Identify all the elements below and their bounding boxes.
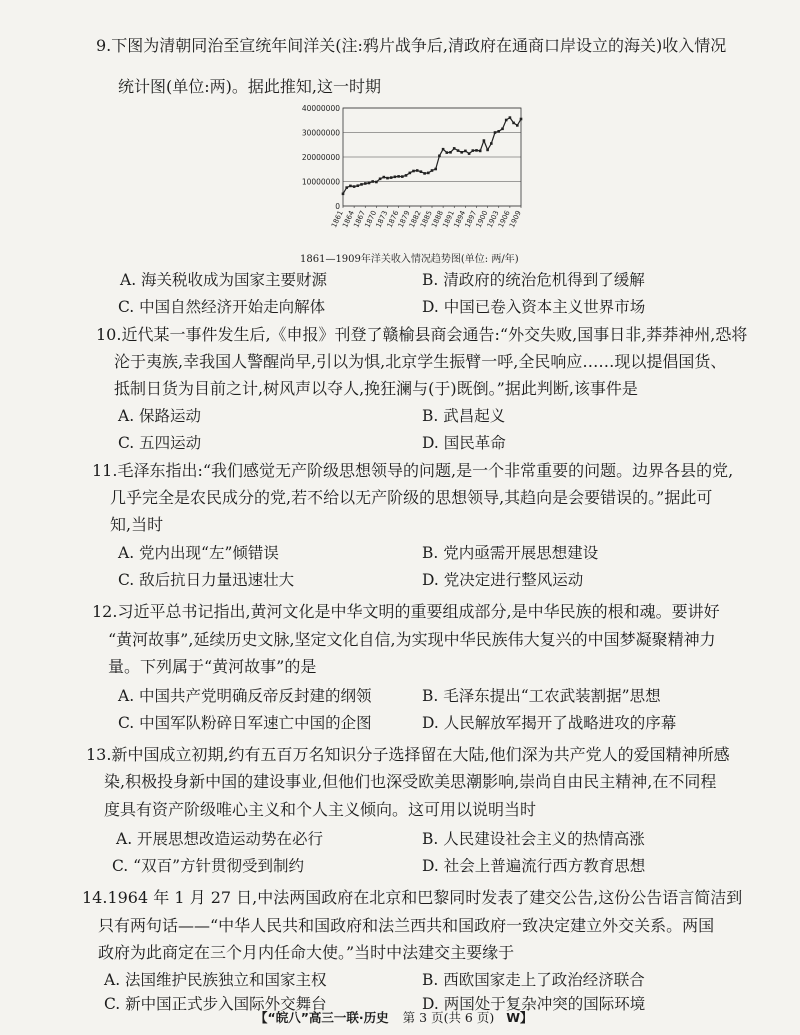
data-point — [345, 186, 348, 189]
q13-option-a[interactable]: A. 开展思想改造运动势在必行 — [116, 830, 324, 848]
x-tick-label: 1888 — [430, 209, 445, 230]
data-point — [357, 184, 360, 187]
q12-stem-line3: 量。下列属于“黄河故事”的是 — [108, 657, 317, 676]
q10-stem-line3: 抵制日货为目前之计,树风声以夺人,挽狂澜与(于)既倒。”据此判断,该事件是 — [114, 379, 638, 398]
q12-stem-line1: 12.习近平总书记指出,黄河文化是中华文明的重要组成部分,是中华民族的根和魂。要讲好 — [92, 602, 720, 621]
q10-option-b[interactable]: B. 武昌起义 — [422, 407, 506, 425]
data-point — [412, 170, 415, 173]
q13-stem-line1: 13.新中国成立初期,约有五百万名知识分子选择留在大陆,他们深为共产党人的爱国精神所感 — [86, 745, 730, 764]
x-tick-label: 1876 — [385, 209, 401, 230]
data-point — [364, 182, 367, 185]
data-point — [505, 119, 508, 122]
x-tick-label: 1903 — [485, 209, 501, 230]
data-point — [401, 175, 404, 178]
data-point — [442, 148, 445, 151]
data-point — [434, 168, 437, 171]
q9-option-d[interactable]: D. 中国已卷入资本主义世界市场 — [422, 298, 646, 316]
x-tick-label: 1900 — [474, 209, 490, 230]
q12-option-a[interactable]: A. 中国共产党明确反帝反封建的纲领 — [118, 687, 372, 705]
data-point — [494, 131, 497, 134]
q10-option-c[interactable]: C. 五四运动 — [118, 434, 202, 452]
data-point — [497, 130, 500, 133]
q12-option-b[interactable]: B. 毛泽东提出“工农武装割据”思想 — [422, 687, 661, 705]
customs-revenue-chart — [295, 102, 525, 242]
q12-option-c[interactable]: C. 中国军队粉碎日军速亡中国的企图 — [118, 714, 372, 732]
x-tick-label: 1879 — [396, 209, 412, 230]
q10-option-a[interactable]: A. 保路运动 — [118, 407, 202, 425]
x-tick-label: 1891 — [441, 209, 457, 230]
q14-option-a[interactable]: A. 法国维护民族独立和国家主权 — [104, 971, 327, 989]
q9-stem-line1: 9.下图为清朝同治至宣统年间洋关(注:鸦片战争后,清政府在通商口岸设立的海关)收入情况 — [96, 36, 727, 55]
data-point — [375, 181, 378, 184]
q14-option-b[interactable]: B. 西欧国家走上了政治经济联合 — [422, 971, 645, 989]
data-point — [416, 169, 419, 172]
q9-stem-line2: 统计图(单位:两)。据此推知,这一时期 — [118, 77, 381, 96]
y-tick-label: 0 — [335, 202, 340, 211]
q12-option-d[interactable]: D. 人民解放军揭开了战略进攻的序幕 — [422, 714, 677, 732]
data-point — [449, 151, 452, 154]
data-point — [479, 150, 482, 153]
data-point — [509, 116, 512, 119]
data-point — [453, 147, 456, 150]
q13-option-d[interactable]: D. 社会上普遍流行西方教育思想 — [422, 857, 646, 875]
data-point — [353, 185, 356, 188]
data-point — [457, 149, 460, 152]
data-point — [379, 178, 382, 181]
q12-stem-line2: “黄河故事”,延续历史文脉,坚定文化自信,为实现中华民族伟大复兴的中国梦凝聚精神力 — [108, 630, 716, 649]
data-point — [397, 175, 400, 178]
q14-stem-line3: 政府为此商定在三个月内任命大使。”当时中法建交主要缘于 — [98, 943, 515, 962]
x-tick-label: 1885 — [419, 209, 434, 230]
q9-option-b[interactable]: B. 清政府的统治危机得到了缓解 — [422, 271, 645, 289]
data-point — [394, 176, 397, 179]
x-tick-label: 1909 — [508, 209, 523, 230]
data-point — [386, 177, 389, 180]
x-tick-label: 1873 — [374, 209, 390, 230]
data-point — [431, 169, 434, 172]
q11-stem-line3: 知,当时 — [110, 515, 164, 534]
q13-stem-line2: 染,积极投身新中国的建设事业,但他们也深受欧美思潮影响,崇尚自由民主精神,在不同程 — [104, 772, 717, 791]
q10-stem-line1: 10.近代某一事件发生后,《申报》刊登了赣榆县商会通告:“外交失败,国事日非,莽莽神州,恐将 — [96, 325, 748, 344]
data-point — [438, 155, 441, 158]
q14-stem-line2: 只有两句话——“中华人民共和国政府和法兰西共和国政府一致决定建立外交关系。两国 — [98, 916, 715, 935]
data-point — [464, 150, 467, 153]
q11-stem-line1: 11.毛泽东指出:“我们感觉无产阶级思想领导的问题,是一个非常重要的问题。边界各县的党, — [92, 461, 734, 480]
data-point — [420, 170, 423, 173]
x-tick-label: 1867 — [352, 209, 368, 230]
y-tick-label: 10000000 — [301, 177, 340, 187]
data-point — [486, 149, 489, 152]
data-point — [368, 182, 371, 185]
data-point — [423, 172, 426, 175]
x-tick-label: 1861 — [330, 209, 345, 230]
data-point — [512, 122, 515, 125]
data-point — [342, 193, 345, 196]
data-point — [460, 151, 463, 154]
data-point — [390, 176, 393, 179]
page-footer — [255, 1008, 533, 1026]
q11-option-c[interactable]: C. 敌后抗日力量迅速壮大 — [118, 571, 295, 589]
data-point — [516, 124, 519, 127]
y-tick-label: 30000000 — [301, 128, 340, 138]
q14-stem-line1: 14.1964 年 1 月 27 日,中法两国政府在北京和巴黎同时发表了建交公告,这份公告语言简洁到 — [82, 888, 743, 907]
chart-title: 1861—1909年洋关收入情况趋势图(单位: 两/年) — [300, 254, 519, 265]
q11-option-d[interactable]: D. 党决定进行整风运动 — [422, 571, 584, 589]
x-tick-label: 1894 — [452, 209, 468, 230]
data-point — [383, 176, 386, 179]
data-point — [446, 151, 449, 154]
data-point — [405, 174, 408, 177]
x-tick-label: 1870 — [363, 209, 379, 230]
data-point — [501, 128, 504, 131]
q9-option-a[interactable]: A. 海关税收成为国家主要财源 — [120, 271, 328, 289]
data-point — [427, 172, 430, 175]
data-point — [360, 183, 363, 186]
data-point — [483, 139, 486, 142]
q13-stem-line3: 度具有资产阶级唯心主义和个人主义倾向。这可用以说明当时 — [104, 800, 537, 819]
footer-code: W】 — [506, 1010, 533, 1025]
data-point — [371, 180, 374, 183]
x-tick-label: 1882 — [407, 209, 423, 230]
q11-option-b[interactable]: B. 党内亟需开展思想建设 — [422, 544, 599, 562]
q10-stem-line2: 沦于夷族,幸我国人警醒尚早,引以为惧,北京学生振臂一呼,全民响应……现以提倡国货、 — [114, 352, 727, 371]
q14-option-d[interactable]: D. 两国处于复杂冲突的国际环境 — [422, 995, 646, 1013]
y-tick-label: 20000000 — [301, 153, 340, 162]
data-point — [490, 142, 493, 145]
q13-option-b[interactable]: B. 人民建设社会主义的热情高涨 — [422, 830, 645, 848]
x-tick-label: 1906 — [496, 209, 512, 230]
x-tick-label: 1864 — [341, 209, 356, 230]
q13-option-c[interactable]: C. “双百”方针贯彻受到制约 — [112, 857, 305, 875]
y-tick-label: 40000000 — [301, 104, 340, 113]
data-point — [472, 149, 475, 152]
q9-option-c[interactable]: C. 中国自然经济开始走向解体 — [118, 298, 326, 316]
footer-page: 第 3 页(共 6 页) — [402, 1010, 495, 1025]
x-tick-label: 1897 — [463, 209, 479, 230]
q10-option-d[interactable]: D. 国民革命 — [422, 434, 506, 452]
data-point — [520, 118, 523, 121]
data-point — [475, 149, 478, 152]
data-point — [468, 152, 471, 155]
q14-option-c[interactable]: C. 新中国正式步入国际外交舞台 — [104, 995, 327, 1013]
data-point — [409, 172, 412, 175]
q11-stem-line2: 几乎完全是农民成分的党,若不给以无产阶级的思想领导,其趋向是会要错误的。”据此可 — [110, 488, 713, 507]
footer-series: 【“皖八”高三一联·历史 — [255, 1010, 389, 1025]
data-point — [349, 185, 352, 188]
q11-option-a[interactable]: A. 党内出现“左”倾错误 — [118, 544, 279, 562]
